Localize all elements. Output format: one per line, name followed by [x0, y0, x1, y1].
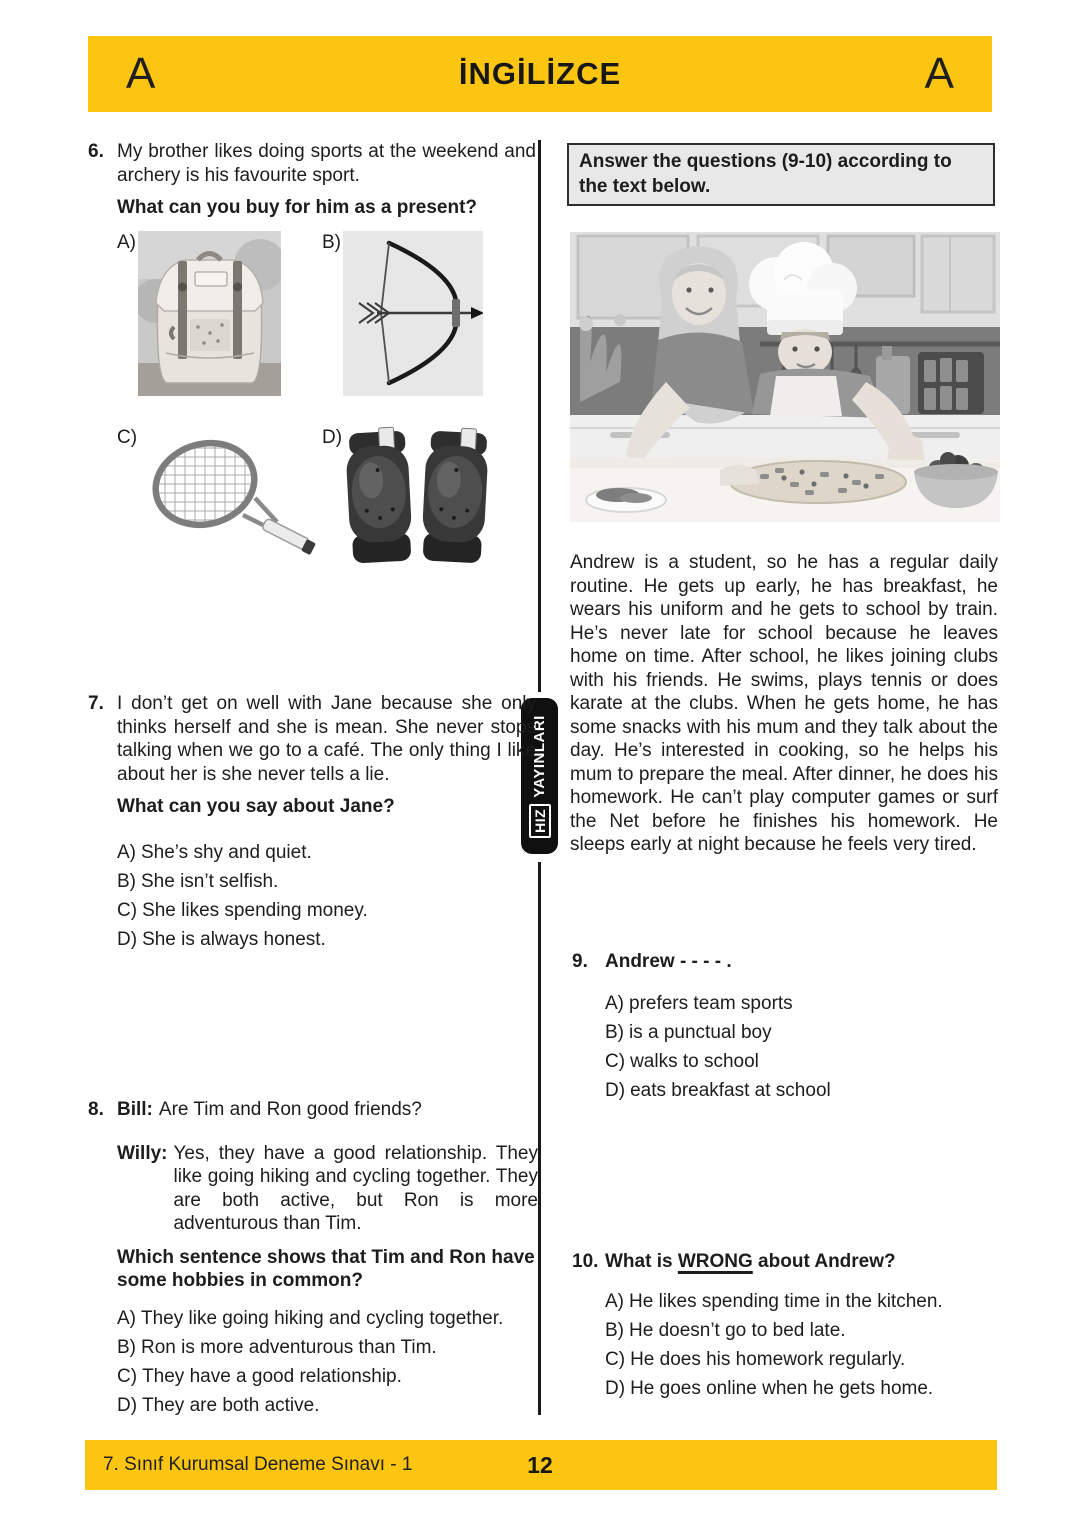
question-7-options — [117, 841, 536, 952]
option-d-text: They are both active. — [142, 1394, 320, 1416]
question-8-number: 8. — [88, 1099, 104, 1120]
option-c-label: C) — [117, 426, 138, 448]
option-a — [117, 231, 281, 396]
question-6-number: 6. — [88, 141, 104, 162]
page-header — [88, 36, 992, 112]
question-7-text: I don’t get on well with Jane because she only thinks herself and she is mean. She never stops talking when we go to a café. The only thing I like about her is she never tells a lie. — [117, 693, 536, 785]
knee-pads-image — [344, 426, 492, 568]
question-10-prompt-underlined: WRONG — [677, 1251, 753, 1272]
option-a-text: She’s shy and quiet. — [141, 841, 312, 863]
option-d-text: He goes online when he gets home. — [630, 1377, 934, 1399]
option-d-text: eats breakfast at school — [630, 1079, 831, 1101]
option-b-label: B) — [322, 231, 341, 253]
option-b — [117, 870, 536, 894]
option-c-label: C) — [117, 899, 138, 921]
question-10-options — [605, 1290, 998, 1401]
question-9-prompt: Andrew - - - - . — [605, 951, 732, 972]
option-c-text: walks to school — [630, 1050, 759, 1072]
question-7-number: 7. — [88, 693, 104, 714]
column-divider-top — [538, 140, 541, 692]
question-9 — [572, 950, 998, 1108]
option-c-text: They have a good relationship. — [142, 1365, 402, 1387]
dialogue-willy — [117, 1142, 538, 1236]
option-a — [117, 1307, 538, 1331]
question-6-prompt: What can you buy for him as a present? — [117, 197, 478, 218]
option-d-label: D) — [117, 928, 138, 950]
option-c-text: He does his homework regularly. — [630, 1348, 906, 1370]
question-10-prompt — [605, 1250, 998, 1274]
question-10-prompt-prefix: What is — [605, 1251, 678, 1272]
option-d-label: D) — [322, 426, 343, 448]
reading-passage: Andrew is a student, so he has a regular daily routine. He gets up early, he has breakfast, he wears his uniform and he gets to school by train. He’s never late for school because he leaves home on time. After school, he likes joining clubs with his friends. He swims, plays tennis or does karate at the clubs. When he gets home, he has some snacks with his mum and they talk about the day. He’s interested in cooking, so he helps his mum to prepare the meal. After dinner, he does his homework. He can’t play computer games or surf the Net before he finishes his homework. He sleeps early at night because he feels very tired. — [570, 552, 998, 855]
option-a-label: A) — [117, 231, 136, 253]
publisher-logo-box: HIZ — [529, 804, 551, 838]
exam-label: 7. Sınıf Kurumsal Deneme Sınavı - 1 — [103, 1454, 413, 1475]
dialogue-bill — [117, 1098, 538, 1122]
publisher-logo-name: YAYINLARI — [531, 715, 548, 798]
option-a-text: They like going hiking and cycling together. — [141, 1307, 504, 1329]
question-6 — [88, 140, 536, 576]
question-7 — [88, 692, 536, 957]
backpack-image — [138, 231, 281, 396]
speaker-willy: Willy: — [117, 1142, 168, 1164]
option-a — [605, 992, 998, 1016]
instruction-box: Answer the questions (9-10) according to the text below. — [567, 143, 995, 206]
speaker-bill: Bill: — [117, 1099, 153, 1120]
option-b-label: B) — [117, 870, 136, 892]
question-10-number: 10. — [572, 1251, 599, 1272]
option-c — [605, 1348, 998, 1372]
option-c-text: She likes spending money. — [142, 899, 368, 921]
option-a-text: He likes spending time in the kitchen. — [629, 1290, 943, 1312]
option-a — [605, 1290, 998, 1314]
question-10-prompt-suffix: about Andrew? — [752, 1251, 896, 1272]
option-b — [605, 1021, 998, 1045]
option-d-label: D) — [605, 1079, 626, 1101]
question-8 — [88, 1098, 538, 1423]
option-a-text: prefers team sports — [629, 992, 793, 1014]
option-b-text: He doesn’t go to bed late. — [629, 1319, 846, 1341]
page-footer — [85, 1440, 997, 1490]
option-c-label: C) — [605, 1050, 626, 1072]
option-c — [117, 1365, 538, 1389]
tennis-racket-image — [139, 426, 316, 568]
question-9-number: 9. — [572, 951, 588, 972]
option-c — [605, 1050, 998, 1074]
option-b-label: B) — [117, 1336, 136, 1358]
bow-and-arrow-image — [343, 231, 483, 396]
option-a — [117, 841, 536, 865]
option-b-text: She isn’t selfish. — [141, 870, 279, 892]
option-d — [117, 928, 536, 952]
question-7-prompt: What can you say about Jane? — [117, 796, 395, 817]
option-d-text: She is always honest. — [142, 928, 326, 950]
option-d-label: D) — [117, 1394, 138, 1416]
option-a-label: A) — [605, 992, 624, 1014]
page-title: İNGİLİZCE — [458, 56, 622, 91]
bill-line: Are Tim and Ron good friends? — [158, 1099, 422, 1120]
question-6-text: My brother likes doing sports at the weekend and archery is his favourite sport. — [117, 141, 536, 186]
page-number: 12 — [527, 1451, 553, 1478]
option-a-label: A) — [117, 841, 136, 863]
option-d — [605, 1079, 998, 1103]
question-8-options — [117, 1307, 538, 1418]
option-d-label: D) — [605, 1377, 626, 1399]
question-6-options — [117, 231, 536, 576]
option-a-label: A) — [605, 1290, 624, 1312]
option-b-text: Ron is more adventurous than Tim. — [141, 1336, 437, 1358]
booklet-letter-left: A — [126, 49, 156, 98]
option-c-label: C) — [117, 1365, 138, 1387]
option-b — [605, 1319, 998, 1343]
option-c — [117, 426, 316, 568]
willy-line: Yes, they have a good relationship. They like going hiking and cycling together. They are both active, but Ron is more adventurous than Tim. — [173, 1142, 538, 1234]
option-b — [322, 231, 483, 396]
option-b-label: B) — [605, 1021, 624, 1043]
option-b-label: B) — [605, 1319, 624, 1341]
option-d — [322, 426, 492, 568]
option-b-text: is a punctual boy — [629, 1021, 772, 1043]
option-d — [605, 1377, 998, 1401]
option-a-label: A) — [117, 1307, 136, 1329]
booklet-letter-right: A — [924, 49, 954, 98]
question-8-prompt: Which sentence shows that Tim and Ron have some hobbies in common? — [117, 1246, 535, 1291]
option-c — [117, 899, 536, 923]
question-10 — [572, 1250, 998, 1406]
option-b — [117, 1336, 538, 1360]
question-9-options — [605, 992, 998, 1103]
option-d — [117, 1394, 538, 1418]
column-divider-bottom — [538, 862, 541, 1415]
mother-and-son-making-pizza-photo — [570, 232, 1000, 522]
option-c-label: C) — [605, 1348, 626, 1370]
